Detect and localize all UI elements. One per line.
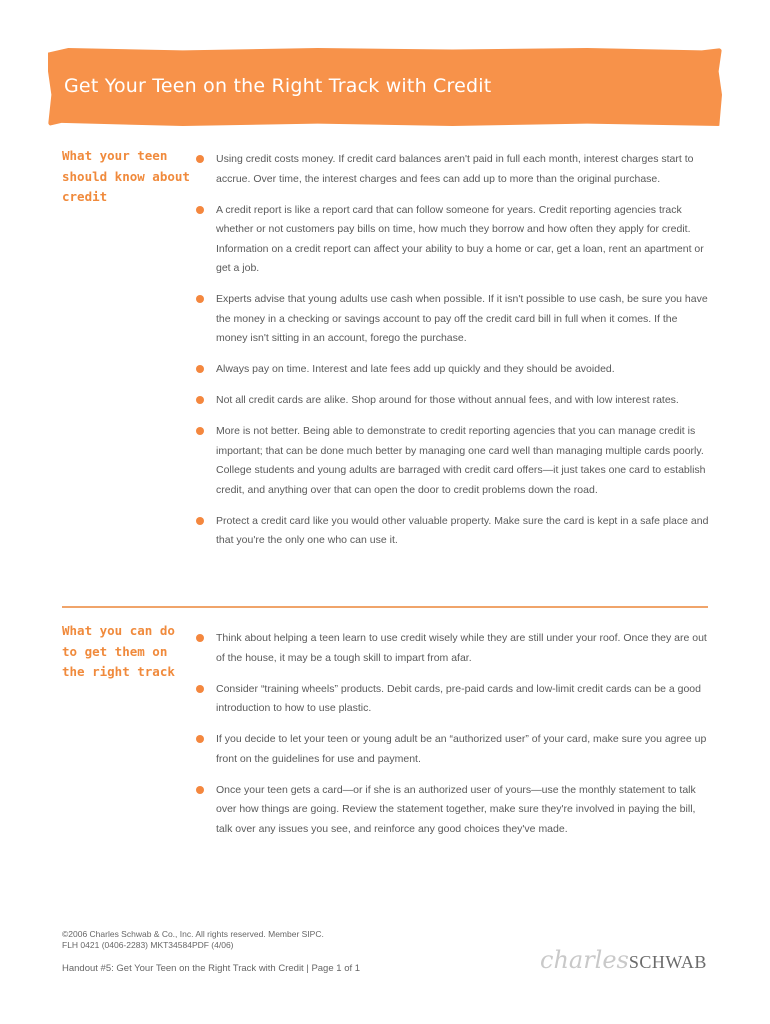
bullet-text: Always pay on time. Interest and late fees add up quickly and they should be avoided. [216,363,615,375]
list-item [196,730,710,769]
bullet-icon [196,634,204,642]
list-item [196,290,710,349]
bullet-icon [196,786,204,794]
section-divider [62,606,708,608]
bullet-icon [196,295,204,303]
logo-schwab-text: SCHWAB [628,952,707,972]
bullet-text: Not all credit cards are alike. Shop around for those without annual fees, and with low interest rates. [216,394,679,406]
bullet-text: Once your teen gets a card—or if she is an authorized user of yours—use the monthly statement to talk over how things are going. Review the statement together, make sure they're involved in paying the bill, talk over any issues you see, and reinforce any good choices they've made. [216,783,696,835]
list-item [196,512,710,551]
bullet-text: Using credit costs money. If credit card balances aren't paid in full each month, interest charges start to accrue. Over time, the interest charges and fees can add up to more than the original purchase. [216,153,694,185]
document-code-line: FLH 0421 (0406-2283) MKT34584PDF (4/06) [62,940,234,950]
list-item [196,360,710,380]
list-item [196,201,710,279]
bullet-text: Protect a credit card like you would other valuable property. Make sure the card is kept in a safe place and that you're the only one who can use it. [216,514,709,546]
section-label-what-you-can-do: What you can do to get them on the right track [62,623,175,679]
logo-charles-text: charles [540,946,629,974]
bullet-text: More is not better. Being able to demonstrate to credit reporting agencies that you can manage credit is important; that can be done much better by managing one card well than managing multiple cards poorly. College students and young adults are barraged with credit card offers—it just takes one card to establish credit, and anything over that can open the door to credit problems down the road. [216,425,706,496]
bullet-text: Think about helping a teen learn to use credit wisely while they are still under your roof. Once they are out of the house, it may be a tough skill to impart from afar. [216,632,707,664]
list-item [196,150,710,189]
footer-legal [62,929,324,951]
bullet-icon [196,396,204,404]
bullet-text: If you decide to let your teen or young adult be an “authorized user” of your card, make sure you agree up front on the guidelines for use and payment. [216,733,707,765]
bullet-list-teen-should-know [196,150,710,562]
bullet-icon [196,365,204,373]
bullet-list-what-you-can-do [196,629,710,851]
bullet-text: A credit report is like a report card that can follow someone for years. Credit reporting agencies track whether or not customers pay bills on time, how much they borrow and how often they apply for credit. Information on a credit report can affect your ability to buy a home or car, get a loan, rent an apartment or get a job. [216,203,704,274]
list-item [196,391,710,411]
bullet-icon [196,155,204,163]
bullet-icon [196,735,204,743]
copyright-line: ©2006 Charles Schwab & Co., Inc. All rights reserved. Member SIPC. [62,929,324,939]
bullet-text: Experts advise that young adults use cash when possible. If it isn't possible to use cash, be sure you have the money in a checking or savings account to pay off the credit card bill in full when it comes. If the money isn't sitting in an account, forego the purchase. [216,293,708,344]
list-item [196,680,710,719]
list-item [196,629,710,668]
bullet-icon [196,206,204,214]
list-item [196,422,710,500]
footer-handout: Handout #5: Get Your Teen on the Right Track with Credit | Page 1 of 1 [62,963,361,974]
bullet-icon [196,517,204,525]
page-title: Get Your Teen on the Right Track with Credit [64,75,492,97]
section-label-what-teen-should-know: What your teen should know about credit [62,148,190,204]
bullet-icon [196,685,204,693]
bullet-icon [196,427,204,435]
list-item [196,781,710,840]
charles-schwab-logo [540,946,707,974]
bullet-text: Consider “training wheels” products. Debit cards, pre-paid cards and low-limit credit cards can be a good introduction to how to use plastic. [216,682,701,714]
